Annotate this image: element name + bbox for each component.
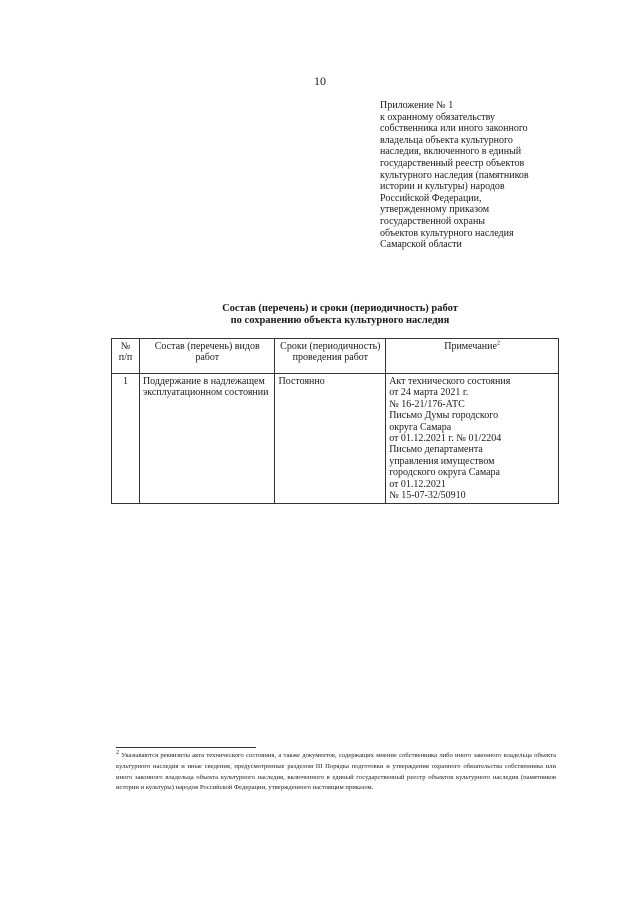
appendix-line: утвержденному приказом — [380, 204, 490, 216]
footnote-divider — [116, 747, 256, 748]
appendix-line: Самарской области — [380, 239, 462, 251]
appendix-line: государственной охраны — [380, 215, 486, 227]
note-line: от 01.12.2021 г. № 01/2204 — [389, 433, 502, 445]
cell-terms: Постоянно — [275, 374, 386, 504]
note-line: округа Самара — [389, 421, 452, 433]
footnote-marker: 2 — [496, 340, 500, 347]
header-terms-line: проведения работ — [292, 352, 369, 364]
note-line: № 16-21/176-АТС — [389, 398, 465, 410]
note-line: от 24 марта 2021 г. — [389, 387, 469, 399]
appendix-line: наследия, включенного в единый — [380, 146, 522, 158]
note-line: управления имуществом — [389, 455, 495, 467]
appendix-line: Приложение № 1 — [380, 100, 454, 111]
table-title-line: Состав (перечень) и сроки (периодичность) работ — [222, 303, 458, 314]
cell-note — [386, 374, 559, 504]
header-terms-line: Сроки (периодичность) — [280, 341, 381, 352]
table-row — [112, 374, 559, 504]
header-terms — [275, 339, 386, 374]
works-table — [111, 338, 559, 504]
cell-types: Поддержание в надлежащем эксплуатационном состоянии — [139, 374, 275, 504]
appendix-line: Российской Федерации, — [380, 192, 482, 204]
appendix-line: собственника или иного законного — [380, 123, 528, 135]
appendix-line: к охранному обязательству — [380, 111, 496, 123]
appendix-line: владельца объекта культурного — [380, 134, 513, 146]
header-note — [386, 339, 559, 374]
table-title — [110, 303, 570, 327]
footnote-text: Указываются реквизиты акта технического состояния, а также документов, содержащих мнение собственника либо иного законного владельца объекта культурного наследия и иные сведения, предусмотренные разделом III Порядка подготовки и утверждения охранного обязательства собственника или иного законного владельца объекта культурного наследия, включенного в единый государственный реестр объектов культурного наследия (памятников истории и культуры) народов Российской Федерации, утвержденного настоящим приказом. — [116, 752, 557, 792]
appendix-line: культурного наследия (памятников — [380, 169, 529, 181]
header-types: Состав (перечень) видов работ — [139, 339, 275, 374]
footnote-number: 2 — [116, 749, 119, 756]
appendix-line: объектов культурного наследия — [380, 227, 514, 239]
table-header-row — [112, 339, 559, 374]
header-num — [112, 339, 140, 374]
note-line: Письмо Думы городского — [389, 410, 499, 422]
note-line: Акт технического состояния — [389, 376, 511, 387]
note-line: от 01.12.2021 — [389, 478, 446, 490]
appendix-line: государственный реестр объектов — [380, 157, 525, 169]
cell-num: 1 — [112, 374, 140, 504]
appendix-heading — [380, 100, 580, 251]
header-num-line: п/п — [118, 352, 133, 364]
page-number: 10 — [314, 74, 326, 88]
footnote — [116, 751, 556, 794]
header-note-label: Примечание — [444, 341, 497, 352]
table-title-line: по сохранению объекта культурного наследия — [230, 315, 450, 326]
appendix-line: истории и культуры) народов — [380, 181, 505, 193]
note-line: № 15-07-32/50910 — [389, 490, 466, 502]
note-line: Письмо департамента — [389, 444, 483, 456]
header-num-line: № — [120, 341, 131, 352]
note-line: городского округа Самара — [389, 467, 500, 479]
